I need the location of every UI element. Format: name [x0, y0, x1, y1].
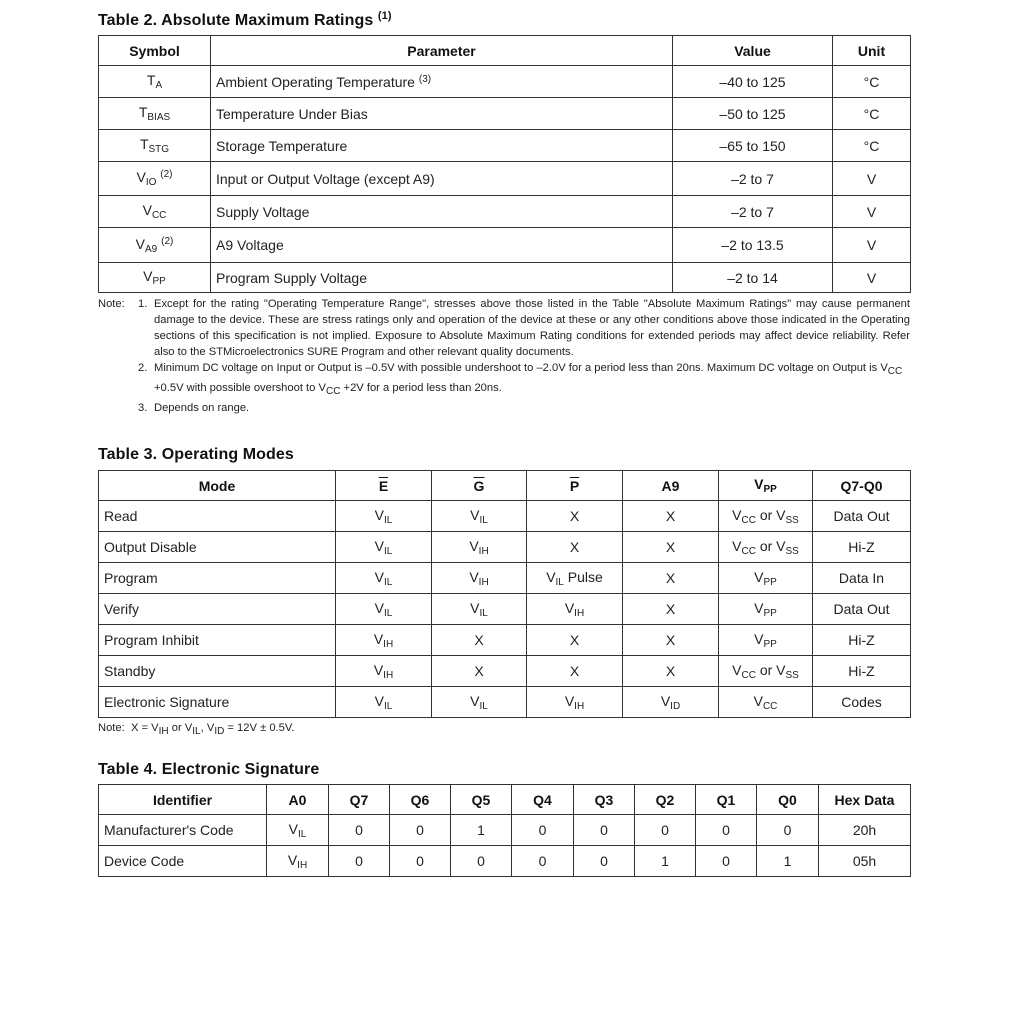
bit-cell: 1: [451, 815, 512, 846]
bit-cell: 0: [574, 815, 635, 846]
header-q4: Q4: [512, 785, 574, 815]
a9-cell: X: [623, 625, 719, 656]
vpp-cell: $V_{CC}$ or $V_{SS}$: [719, 501, 813, 532]
a0-cell: $V_{IL}$: [267, 815, 329, 846]
vpp-cell: $V_{CC}$ or $V_{SS}$: [719, 656, 813, 687]
table-row: [99, 196, 911, 228]
p-cell: X: [527, 656, 623, 687]
vpp-cell: $V_{CC}$ or $V_{SS}$: [719, 532, 813, 563]
unit-cell: V: [833, 228, 911, 263]
table-header-row: [99, 785, 911, 815]
a0-cell: $V_{IH}$: [267, 846, 329, 877]
bit-cell: 1: [757, 846, 819, 877]
table-header-row: [99, 36, 911, 66]
g-cell: $V_{IL}$: [432, 594, 527, 625]
bit-cell: 0: [757, 815, 819, 846]
unit-cell: °C: [833, 98, 911, 130]
header-mode: Mode: [99, 471, 336, 501]
header-hex-data: Hex Data: [819, 785, 911, 815]
symbol-cell: $V_{CC}$: [99, 196, 211, 228]
e-cell: $V_{IH}$: [336, 656, 432, 687]
a9-cell: $V_{ID}$: [623, 687, 719, 718]
table-row: [99, 66, 911, 98]
hex-data-cell: 05h: [819, 846, 911, 877]
a9-cell: X: [623, 532, 719, 563]
table3-note: [98, 720, 294, 740]
unit-cell: V: [833, 196, 911, 228]
q-cell: Hi-Z: [813, 532, 911, 563]
value-cell: –2 to 7: [673, 196, 833, 228]
absolute-maximum-ratings-table: [98, 35, 911, 293]
a9-cell: X: [623, 656, 719, 687]
table2-title: [98, 10, 392, 30]
p-cell: $V_{IH}$: [527, 687, 623, 718]
bit-cell: 0: [329, 846, 390, 877]
e-cell: $V_{IL}$: [336, 532, 432, 563]
identifier-cell: Device Code: [99, 846, 267, 877]
value-cell: –50 to 125: [673, 98, 833, 130]
table-row: [99, 815, 911, 846]
note-text: Minimum DC voltage on Input or Output is –0.5V with possible undershoot to –2.0V for a period less than 20ns. Maximum DC voltage on Output is $V_{CC} +0.5V$ with possible overshoot to $V_{CC} +2V$ for a period less than 20ns.: [154, 362, 903, 397]
parameter-cell: Temperature Under Bias: [211, 98, 673, 130]
g-cell: $V_{IL}$: [432, 687, 527, 718]
symbol-cell: $T_{STG}$: [99, 130, 211, 162]
e-cell: $V_{IL}$: [336, 563, 432, 594]
a9-cell: X: [623, 594, 719, 625]
header-identifier: Identifier: [99, 785, 267, 815]
q-cell: Data Out: [813, 594, 911, 625]
mode-cell: Program Inhibit: [99, 625, 336, 656]
table-row: [99, 263, 911, 293]
parameter-cell: Input or Output Voltage (except A9): [211, 162, 673, 196]
table4-title: Table 4. Electronic Signature: [98, 761, 320, 778]
table-row: [99, 162, 911, 196]
symbol-cell: $T_A$: [99, 66, 211, 98]
value-cell: –2 to 7: [673, 162, 833, 196]
p-cell: X: [527, 501, 623, 532]
table-row: [99, 846, 911, 877]
table-row: [99, 625, 911, 656]
mode-cell: Standby: [99, 656, 336, 687]
g-cell: $V_{IH}$: [432, 532, 527, 563]
mode-cell: Verify: [99, 594, 336, 625]
electronic-signature-table: [98, 784, 911, 877]
symbol-cell: $V_{PP}$: [99, 263, 211, 293]
p-cell: $V_{IH}$: [527, 594, 623, 625]
symbol-cell: $T_{BIAS}$: [99, 98, 211, 130]
q-cell: Data In: [813, 563, 911, 594]
p-cell: $V_{IL}$ Pulse: [527, 563, 623, 594]
a9-cell: X: [623, 501, 719, 532]
unit-cell: °C: [833, 66, 911, 98]
value-cell: –40 to 125: [673, 66, 833, 98]
header-q5: Q5: [451, 785, 512, 815]
symbol-cell: $V_{A9}$ $^{(2)}$: [99, 228, 211, 263]
vpp-cell: $V_{PP}$: [719, 594, 813, 625]
g-cell: $V_{IH}$: [432, 563, 527, 594]
table-row: [99, 532, 911, 563]
bit-cell: 1: [635, 846, 696, 877]
header-symbol: Symbol: [99, 36, 211, 66]
bit-cell: 0: [574, 846, 635, 877]
hex-data-cell: 20h: [819, 815, 911, 846]
unit-cell: V: [833, 162, 911, 196]
vpp-cell: $V_{PP}$: [719, 625, 813, 656]
table2-title-footnote: (1): [377, 10, 392, 22]
bit-cell: 0: [451, 846, 512, 877]
table-row: [99, 98, 911, 130]
e-cell: $V_{IL}$: [336, 501, 432, 532]
table-row: [99, 563, 911, 594]
header-q0: Q0: [757, 785, 819, 815]
mode-cell: Electronic Signature: [99, 687, 336, 718]
parameter-cell: A9 Voltage: [211, 228, 673, 263]
table-row: [99, 501, 911, 532]
table-row: [99, 687, 911, 718]
g-cell: X: [432, 656, 527, 687]
header-parameter: Parameter: [211, 36, 673, 66]
identifier-cell: Manufacturer's Code: [99, 815, 267, 846]
bit-cell: 0: [390, 846, 451, 877]
header-p-bar: $\overline{P}$: [527, 471, 623, 501]
value-cell: –65 to 150: [673, 130, 833, 162]
q-cell: Data Out: [813, 501, 911, 532]
header-q6: Q6: [390, 785, 451, 815]
note-number: 3.: [138, 402, 148, 414]
e-cell: $V_{IH}$: [336, 625, 432, 656]
vpp-cell: $V_{PP}$: [719, 563, 813, 594]
mode-cell: Program: [99, 563, 336, 594]
note-text: Except for the rating "Operating Temperature Range", stresses above those listed in the Table "Absolute Maximum Ratings" may cause permanent damage to the device. These are stress ratings only and operation of the device at these or any other conditions above those indicated in the Operating sections of this specification is not implied. Exposure to Absolute Maximum Rating conditions for extended periods may affect device reliability. Refer also to the STMicroelectronics SURE Program and other relevant quality documents.: [154, 298, 910, 358]
p-cell: X: [527, 532, 623, 563]
header-q2: Q2: [635, 785, 696, 815]
operating-modes-table: [98, 470, 911, 718]
header-q7: Q7: [329, 785, 390, 815]
table-row: [99, 130, 911, 162]
note-number: 2.: [138, 362, 148, 374]
mode-cell: Output Disable: [99, 532, 336, 563]
symbol-cell: $V_{IO}$ $^{(2)}$: [99, 162, 211, 196]
g-cell: $V_{IL}$: [432, 501, 527, 532]
bit-cell: 0: [696, 846, 757, 877]
bit-cell: 0: [329, 815, 390, 846]
parameter-cell: Ambient Operating Temperature $^{(3)}$: [211, 66, 673, 98]
bit-cell: 0: [512, 815, 574, 846]
note-item: [98, 400, 910, 416]
table-header-row: [99, 471, 911, 501]
table-row: [99, 656, 911, 687]
note-number: 1.: [138, 298, 148, 310]
g-cell: X: [432, 625, 527, 656]
e-cell: $V_{IL}$: [336, 594, 432, 625]
q-cell: Hi-Z: [813, 656, 911, 687]
bit-cell: 0: [696, 815, 757, 846]
p-cell: X: [527, 625, 623, 656]
table2-title-text: Table 2. Absolute Maximum Ratings: [98, 12, 374, 29]
vpp-cell: $V_{CC}$: [719, 687, 813, 718]
note-text: Depends on range.: [154, 402, 250, 414]
bit-cell: 0: [635, 815, 696, 846]
header-value: Value: [673, 36, 833, 66]
table-row: [99, 228, 911, 263]
q-cell: Hi-Z: [813, 625, 911, 656]
header-q1: Q1: [696, 785, 757, 815]
header-a9: A9: [623, 471, 719, 501]
note-item: [98, 360, 910, 400]
header-a0: A0: [267, 785, 329, 815]
unit-cell: °C: [833, 130, 911, 162]
table3-title: Table 3. Operating Modes: [98, 446, 294, 463]
header-q3: Q3: [574, 785, 635, 815]
bit-cell: 0: [512, 846, 574, 877]
header-unit: Unit: [833, 36, 911, 66]
parameter-cell: Storage Temperature: [211, 130, 673, 162]
parameter-cell: Program Supply Voltage: [211, 263, 673, 293]
e-cell: $V_{IL}$: [336, 687, 432, 718]
note-label: Note:: [98, 298, 125, 310]
header-g-bar: $\overline{G}$: [432, 471, 527, 501]
bit-cell: 0: [390, 815, 451, 846]
unit-cell: V: [833, 263, 911, 293]
value-cell: –2 to 14: [673, 263, 833, 293]
value-cell: –2 to 13.5: [673, 228, 833, 263]
q-cell: Codes: [813, 687, 911, 718]
a9-cell: X: [623, 563, 719, 594]
note-label: Note: $X = V_{IH}$ or $V_{IL}$, $V_{ID} = 12V \pm 0.5V$.: [98, 722, 295, 737]
header-vpp: $V_{PP}$: [719, 471, 813, 501]
table2-notes: [98, 296, 910, 416]
header-e-bar: $\overline{E}$: [336, 471, 432, 501]
header-q7-q0: Q7-Q0: [813, 471, 911, 501]
table-row: [99, 594, 911, 625]
note-item: [98, 296, 910, 360]
mode-cell: Read: [99, 501, 336, 532]
parameter-cell: Supply Voltage: [211, 196, 673, 228]
